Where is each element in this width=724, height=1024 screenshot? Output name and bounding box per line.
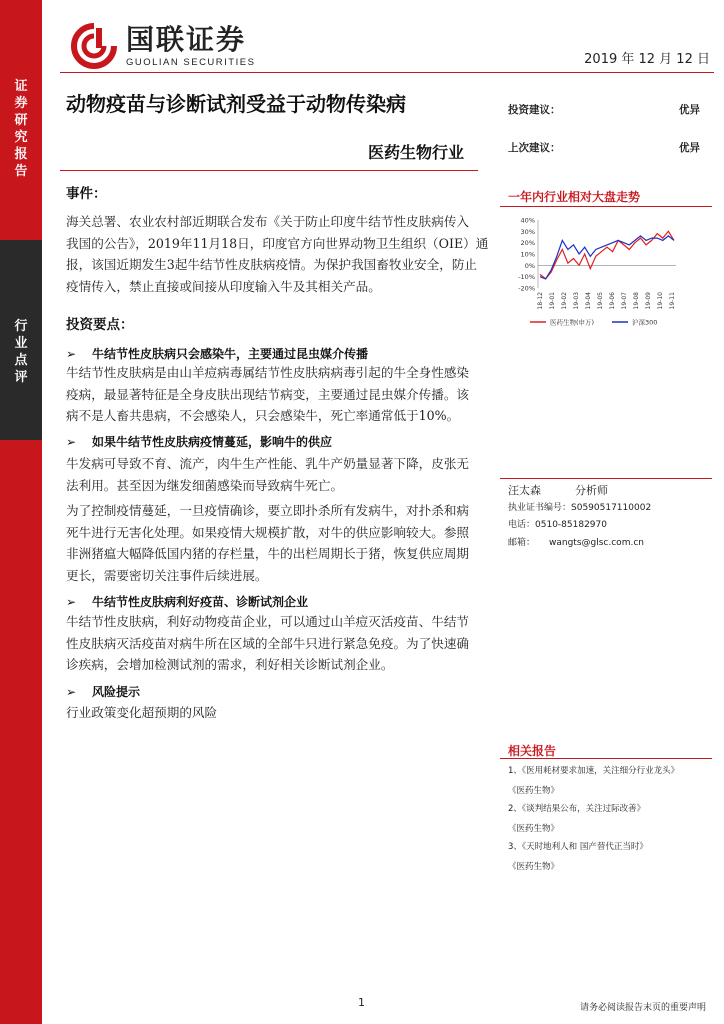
analyst-divider bbox=[500, 478, 712, 479]
cert-label: 执业证书编号： bbox=[508, 503, 572, 513]
arrow-bullet-icon: ➢ bbox=[66, 435, 77, 449]
rating-label: 上次建议： bbox=[508, 142, 561, 154]
related-reports-title: 相关报告 bbox=[508, 744, 557, 758]
analyst-phone-row bbox=[508, 517, 607, 530]
phone-label: 电话： bbox=[508, 520, 536, 530]
y-tick-label: 0% bbox=[524, 261, 535, 270]
related-report-category: 《医药生物》 bbox=[508, 862, 560, 872]
x-tick-label: 19-07 bbox=[621, 292, 628, 310]
report-category-label: 行 业 点 评 bbox=[14, 319, 28, 385]
analyst-name-row bbox=[508, 482, 608, 498]
x-tick-label: 19-06 bbox=[609, 292, 616, 310]
text-line: 性皮肤病灭活疫苗对病牛所在区域的全部牛只进行紧急免疫。为了快速确 bbox=[66, 635, 469, 651]
analyst-email-row bbox=[508, 535, 644, 548]
page-number: 1 bbox=[358, 996, 365, 1009]
text-line: 报，该国近期发生3起牛结节性皮肤病疫情。为保护我国畜牧业安全，防止 bbox=[66, 257, 478, 273]
series-line bbox=[540, 236, 674, 279]
legend-label: 医药生物(申万) bbox=[550, 318, 595, 327]
y-tick-label: 10% bbox=[520, 250, 535, 259]
event-paragraph bbox=[66, 211, 489, 297]
logo-english-name: GUOLIAN SECURITIES bbox=[126, 56, 256, 68]
point-title: ➢ 如果牛结节性皮肤病疫情蔓延，影响牛的供应 bbox=[66, 435, 333, 449]
related-report-item[interactable]: 3、《天时地利人和 国产替代正当时》 bbox=[508, 842, 648, 852]
y-tick-label: 30% bbox=[520, 227, 535, 236]
x-tick-label: 19-09 bbox=[645, 292, 652, 310]
point-title: ➢ 风险提示 bbox=[66, 685, 141, 699]
email-address[interactable]: wangts@glsc.com.cn bbox=[549, 538, 644, 548]
industry-name: 医药生物行业 bbox=[368, 143, 465, 162]
x-tick-label: 19-08 bbox=[633, 292, 640, 310]
text-line: 诊疾病，会增加检测试剂的需求，利好相关诊断试剂企业。 bbox=[66, 657, 394, 673]
point-paragraph bbox=[66, 702, 478, 724]
email-label: 邮箱： bbox=[508, 538, 536, 548]
guolian-logo-icon bbox=[70, 22, 118, 70]
x-tick-label: 19-05 bbox=[597, 292, 604, 310]
x-tick-label: 18-12 bbox=[537, 292, 544, 310]
text-line: 疫病，最显著特征是全身皮肤出现结节病变，主要通过昆虫媒介传播。该 bbox=[66, 386, 469, 402]
arrow-bullet-icon: ➢ bbox=[66, 685, 77, 699]
company-logo bbox=[70, 22, 255, 70]
related-report-category: 《医药生物》 bbox=[508, 786, 560, 796]
analyst-cert-row bbox=[508, 500, 651, 513]
relative-performance-chart bbox=[506, 212, 686, 332]
text-line: 牛结节性皮肤病是由山羊痘病毒属结节性皮肤病病毒引起的牛全身性感染 bbox=[66, 365, 469, 380]
text-line: 牛发病可导致不育、流产，肉牛生产性能、乳牛产奶量显著下降，皮张无 bbox=[66, 456, 469, 471]
related-report-item[interactable]: 2、《谈判结果公布，关注过际改善》 bbox=[508, 804, 646, 814]
text-line: 非洲猪瘟大幅降低国内猪的存栏量，牛的出栏周期长于猪，恢复供应周期 bbox=[66, 546, 469, 562]
disclaimer-note: 请务必阅读报告末页的重要声明 bbox=[579, 1003, 706, 1013]
chart-section-title: 一年内行业相对大盘走势 bbox=[508, 190, 641, 204]
phone-number: 0510-85182970 bbox=[535, 520, 607, 530]
report-type-label: 证 券 研 究 报 告 bbox=[14, 79, 28, 179]
text-line: 更长，需要密切关注事件后续进展。 bbox=[66, 567, 268, 583]
y-tick-label: 20% bbox=[520, 239, 535, 248]
text-line: 牛结节性皮肤病，利好动物疫苗企业，可以通过山羊痘灭活疫苗、牛结节 bbox=[66, 614, 469, 629]
rating-value: 优异 bbox=[679, 104, 700, 116]
rating-current bbox=[508, 102, 700, 117]
x-tick-label: 19-10 bbox=[657, 292, 664, 310]
text-line: 法利用。甚至因为继发细菌感染而导致病牛死亡。 bbox=[66, 477, 344, 493]
x-tick-label: 19-03 bbox=[573, 292, 580, 310]
point-paragraph bbox=[66, 611, 478, 676]
point-paragraph bbox=[66, 500, 478, 586]
rating-previous bbox=[508, 140, 700, 155]
arrow-bullet-icon: ➢ bbox=[66, 595, 77, 609]
rating-label: 投资建议： bbox=[508, 104, 561, 116]
y-tick-label: -20% bbox=[518, 284, 535, 293]
x-tick-label: 19-04 bbox=[585, 292, 592, 310]
text-line: 海关总署、农业农村部近期联合发布《关于防止印度牛结节性皮肤病传入 bbox=[66, 214, 469, 229]
point-title: ➢ 牛结节性皮肤病利好疫苗、诊断试剂企业 bbox=[66, 595, 309, 609]
point-paragraph bbox=[66, 453, 478, 496]
section-divider bbox=[60, 170, 478, 171]
y-tick-label: -10% bbox=[518, 273, 535, 282]
x-tick-label: 19-01 bbox=[549, 292, 556, 310]
chart-section-divider bbox=[500, 206, 712, 207]
report-date: 2019 年 12 月 12 日 bbox=[584, 52, 710, 67]
point-paragraph bbox=[66, 362, 478, 427]
point-title: ➢ 牛结节性皮肤病只会感染牛，主要通过昆虫媒介传播 bbox=[66, 347, 369, 361]
related-report-category: 《医药生物》 bbox=[508, 824, 560, 834]
rating-value: 优异 bbox=[679, 142, 700, 154]
y-tick-label: 40% bbox=[520, 216, 535, 225]
text-line: 病不是人畜共患病，不会感染人，只会感染牛，死亡率通常低于10%。 bbox=[66, 408, 460, 424]
points-heading: 投资要点： bbox=[66, 317, 134, 333]
text-line: 为了控制疫情蔓延，一旦疫情确诊，要立即扑杀所有发病牛，对扑杀和病 bbox=[66, 503, 469, 518]
text-line: 行业政策变化超预期的风险 bbox=[66, 705, 218, 720]
header-divider bbox=[60, 72, 714, 73]
related-divider bbox=[500, 758, 712, 759]
text-line: 我国的公告》，2019年11月18日，印度官方向世界动物卫生组织（OIE）通 bbox=[66, 235, 489, 251]
legend-label: 沪深300 bbox=[632, 318, 658, 327]
logo-chinese-name: 国联证券 bbox=[126, 22, 247, 56]
text-line: 疫情传入，禁止直接或间接从印度输入牛及其相关产品。 bbox=[66, 278, 381, 294]
arrow-bullet-icon: ➢ bbox=[66, 347, 77, 361]
analyst-name: 汪太森 bbox=[508, 484, 541, 497]
event-heading: 事件： bbox=[66, 186, 107, 202]
cert-number: S0590517110002 bbox=[571, 503, 652, 513]
analyst-role: 分析师 bbox=[575, 484, 608, 497]
report-title: 动物疫苗与诊断试剂受益于动物传染病 bbox=[66, 92, 406, 116]
related-report-item[interactable]: 1、《医用耗材要求加速，关注细分行业龙头》 bbox=[508, 766, 680, 776]
text-line: 死牛进行无害化处理。如果疫情大规模扩散，对牛的供应影响较大。参照 bbox=[66, 524, 469, 540]
x-tick-label: 19-02 bbox=[561, 292, 568, 310]
x-tick-label: 19-11 bbox=[669, 292, 676, 310]
